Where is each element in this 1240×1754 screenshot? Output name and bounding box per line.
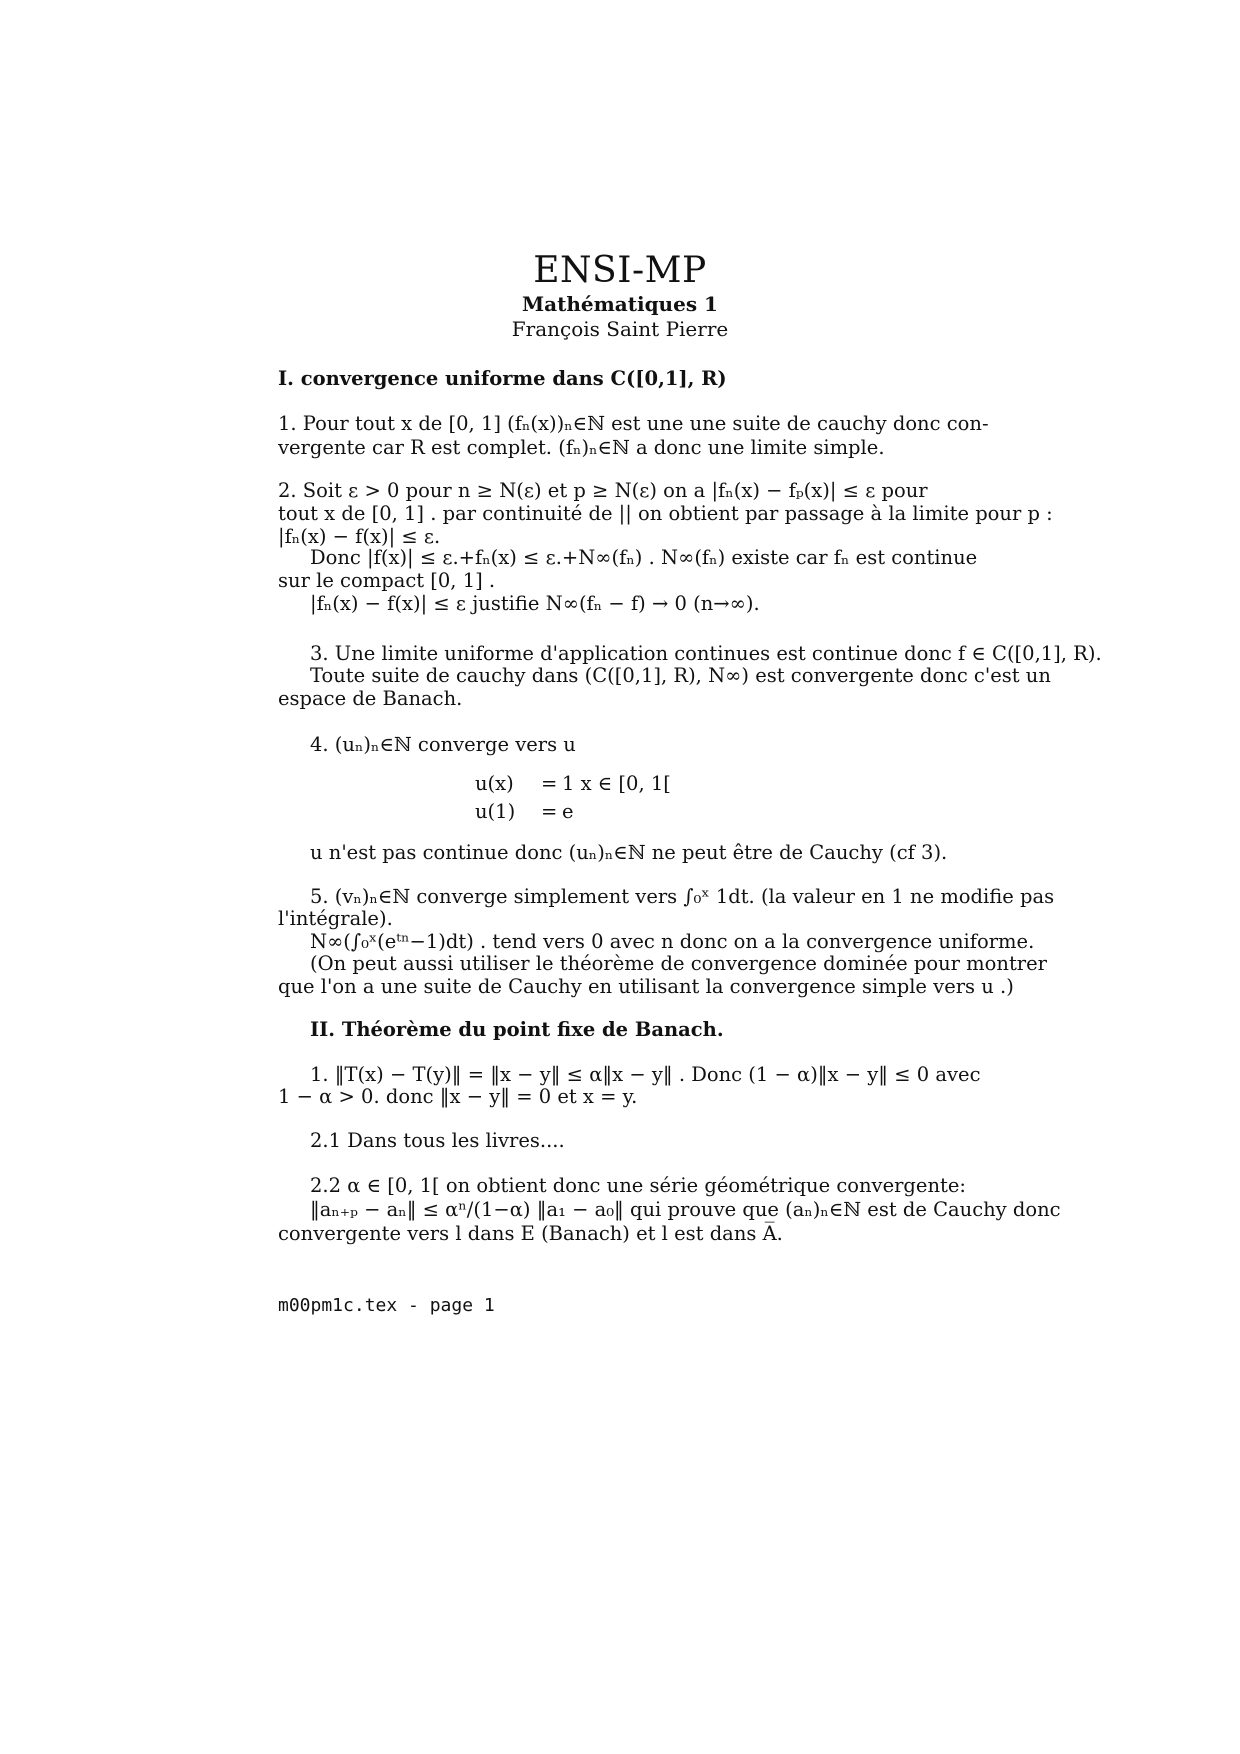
eq-row2-rel: = (541, 800, 558, 823)
eq-row2-rhs: e (562, 800, 574, 823)
p1-q4-intro: 4. (uₙ)ₙ∈ℕ converge vers u (310, 733, 576, 756)
p1-q5-line3: N∞(∫₀ˣ(eᵗⁿ−1)dt) . tend vers 0 avec n donc on a la convergence uniforme. (310, 930, 1035, 953)
p1-q2-line6: |fₙ(x) − f(x)| ≤ ε justifie N∞(fₙ − f) → 0 (n→∞). (310, 592, 760, 615)
p1-q1-line2: vergente car R est complet. (fₙ)ₙ∈ℕ a donc une limite simple. (278, 436, 885, 459)
p2-q21: 2.1 Dans tous les livres.... (310, 1129, 565, 1152)
p1-q2-line1: 2. Soit ε > 0 pour n ≥ N(ε) et p ≥ N(ε) on a |fₙ(x) − fₚ(x)| ≤ ε pour (278, 479, 928, 502)
section-heading-2: II. Théorème du point fixe de Banach. (310, 1018, 724, 1041)
p2-q22-line1: 2.2 α ∈ [0, 1[ on obtient donc une série géométrique convergente: (310, 1174, 966, 1197)
eq-row1-rel: = (541, 772, 558, 795)
p2-q1-line2: 1 − α > 0. donc ‖x − y‖ = 0 et x = y. (278, 1085, 638, 1108)
document-author: François Saint Pierre (511, 317, 729, 341)
p1-q5-line2: l'intégrale). (278, 907, 393, 930)
p1-q4-end: u n'est pas continue donc (uₙ)ₙ∈ℕ ne peut être de Cauchy (cf 3). (310, 841, 948, 864)
p1-q2-line4: Donc |f(x)| ≤ ε.+fₙ(x) ≤ ε.+N∞(fₙ) . N∞(fₙ) existe car fₙ est continue (310, 546, 978, 569)
p2-q1-line1: 1. ‖T(x) − T(y)‖ = ‖x − y‖ ≤ α‖x − y‖ . Donc (1 − α)‖x − y‖ ≤ 0 avec (310, 1063, 981, 1086)
p2-q22-line2: ‖aₙ₊ₚ − aₙ‖ ≤ αⁿ/(1−α) ‖a₁ − a₀‖ qui prouve que (aₙ)ₙ∈ℕ est de Cauchy donc (310, 1198, 1061, 1221)
p1-q3-line2: Toute suite de cauchy dans (C([0,1], R), N∞) est convergente donc c'est un (310, 664, 1051, 687)
document-subtitle: Mathématiques 1 (522, 292, 718, 316)
p1-q2-line5: sur le compact [0, 1] . (278, 569, 496, 592)
eq-row1-lhs: u(x) (475, 772, 514, 795)
p2-q22-line3: convergente vers l dans E (Banach) et l est dans A̅. (278, 1222, 783, 1245)
document-title: ENSI-MP (533, 250, 707, 291)
p1-q2-line2: tout x de [0, 1] . par continuité de || on obtient par passage à la limite pour p : (278, 502, 1053, 525)
p1-q5-line1: 5. (vₙ)ₙ∈ℕ converge simplement vers ∫₀ˣ 1dt. (la valeur en 1 ne modifie pas (310, 885, 1055, 908)
p1-q2-line3: |fₙ(x) − f(x)| ≤ ε. (278, 525, 441, 548)
page-footer: m00pm1c.tex - page 1 (278, 1295, 495, 1316)
p1-q5-line5: que l'on a une suite de Cauchy en utilisant la convergence simple vers u .) (278, 975, 1014, 998)
p1-q3-line1: 3. Une limite uniforme d'application continues est continue donc f ∈ C([0,1], R). (310, 642, 1102, 665)
p1-q5-line4: (On peut aussi utiliser le théorème de convergence dominée pour montrer (310, 952, 1047, 975)
section-heading-1: I. convergence uniforme dans C([0,1], R) (278, 367, 727, 390)
eq-row2-lhs: u(1) (475, 800, 516, 823)
p1-q3-line3: espace de Banach. (278, 687, 463, 710)
p1-q1-line1: 1. Pour tout x de [0, 1] (fₙ(x))ₙ∈ℕ est une une suite de cauchy donc con- (278, 412, 989, 435)
eq-row1-rhs: 1 x ∈ [0, 1[ (562, 772, 671, 795)
